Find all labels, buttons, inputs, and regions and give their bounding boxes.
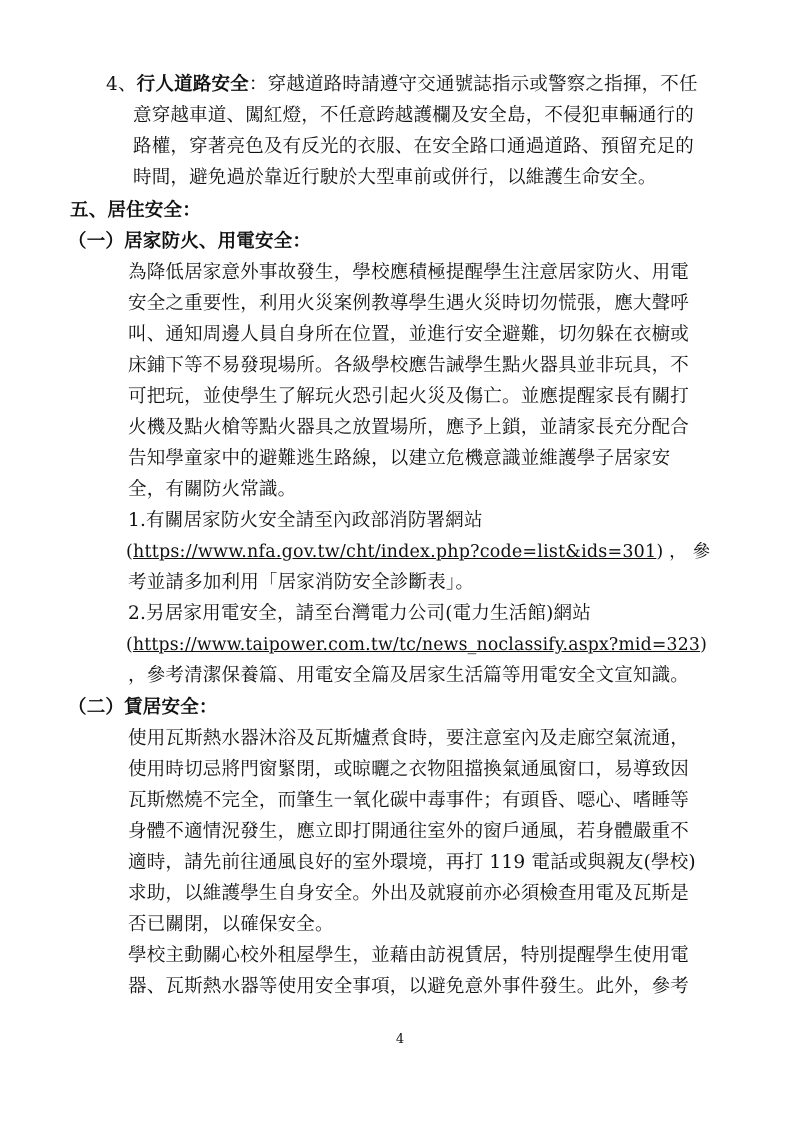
sub2-para2-line-2: 器、瓦斯熱水器等使用安全事項，以避免意外事件發生。此外，參考 — [128, 976, 690, 997]
sub1-item2-line-1: 2.另居家用電安全，請至台灣電力公司(電力生活館)網站 — [128, 603, 591, 624]
sub1-para-line-4: 床鋪下等不易發現場所。各級學校應告誡學生點火器具並非玩具，不 — [128, 355, 690, 376]
page-number: 4 — [395, 1032, 405, 1047]
sub2-para2-line-1: 學校主動關心校外租屋學生，並藉由訪視賃居，特別提醒學生使用電 — [128, 945, 690, 966]
item4-line-2: 意穿越車道、闖紅燈，不任意跨越護欄及安全島，不侵犯車輛通行的 — [133, 105, 695, 126]
sub1-item2-url-line — [126, 630, 707, 660]
sub1-para-line-2: 安全之重要性，利用火災案例教導學生遇火災時切勿慌張，應大聲呼 — [128, 293, 690, 314]
sub1-para-line-1: 為降低居家意外事故發生，學校應積極提醒學生注意居家防火、用電 — [128, 262, 690, 283]
sub1-para-line-3: 叫、通知周邊人員自身所在位置，並進行安全避難，切勿躲在衣櫥或 — [128, 324, 690, 345]
sub1-para-line-7: 告知學童家中的避難逃生路線，以建立危機意識並維護學子居家安 — [128, 448, 671, 469]
sub1-item1-url-line — [126, 537, 710, 567]
sub2-para1-line-5: 適時，請先前往通風良好的室外環境，再打 119 電話或與親友(學校) — [128, 852, 696, 873]
item4-line-4: 時間，避免過於靠近行駛於大型車前或併行，以維護生命安全。 — [133, 167, 657, 188]
sub2-title: （二）賃居安全： — [68, 697, 218, 718]
nfa-link[interactable]: https://www.nfa.gov.tw/cht/index.php?code=list&ids=301 — [133, 542, 657, 562]
sub1-item2-line-3: ，參考清潔保養篇、用電安全篇及居家生活篇等用電安全文宣知識。 — [128, 665, 690, 686]
sub1-item1-line-1: 1.有關居家防火安全請至內政部消防署網站 — [128, 510, 483, 531]
item1-open-paren: ( — [126, 542, 134, 562]
sub1-item1-line-3: 考並請多加利用「居家消防安全診斷表」。 — [128, 572, 475, 593]
item2-open-paren: ( — [126, 635, 133, 655]
sub2-para1-line-3: 瓦斯燃燒不完全，而肇生一氧化碳中毒事件；有頭昏、噁心、嗜睡等 — [128, 790, 690, 811]
sub2-para1-line-6: 求助，以維護學生自身安全。外出及就寢前亦必須檢查用電及瓦斯是 — [128, 883, 690, 904]
sub2-para1-line-4: 身體不適情況發生，應立即打開通往室外的窗戶通風，若身體嚴重不 — [128, 821, 690, 842]
sub1-para-line-5: 可把玩，並使學生了解玩火恐引起火災及傷亡。並應提醒家長有關打 — [128, 386, 690, 407]
sub1-para-line-6: 火機及點火槍等點火器具之放置場所，應予上鎖，並請家長充分配合 — [128, 417, 690, 438]
sub2-para1-line-7: 否已關閉，以確保安全。 — [128, 914, 334, 935]
item4-number: 4、 — [106, 74, 137, 95]
section5-title: 五、居住安全： — [70, 200, 201, 221]
sub2-para1-line-2: 使用時切忌將門窗緊閉，或晾曬之衣物阻擋換氣通風窗口，易導致因 — [128, 759, 690, 780]
item2-close-paren: ) — [700, 635, 707, 655]
item1-close-paren: ) ， 參 — [656, 542, 711, 562]
item4-line-1 — [106, 70, 698, 100]
item4-heading: 行人道路安全 — [136, 74, 249, 95]
sub1-para-line-8: 全，有關防火常識。 — [128, 479, 297, 500]
sub2-para1-line-1: 使用瓦斯熱水器沐浴及瓦斯爐煮食時，要注意室內及走廊空氣流通， — [128, 728, 690, 749]
item4-text-1: ：穿越道路時請遵守交通號誌指示或警察之指揮，不任 — [248, 74, 698, 95]
taipower-link[interactable]: https://www.taipower.com.tw/tc/news_noclassify.aspx?mid=323 — [132, 635, 701, 655]
sub1-title: （一）居家防火、用電安全： — [68, 231, 312, 252]
item4-line-3: 路權，穿著亮色及有反光的衣服、在安全路口通過道路、預留充足的 — [133, 136, 695, 157]
